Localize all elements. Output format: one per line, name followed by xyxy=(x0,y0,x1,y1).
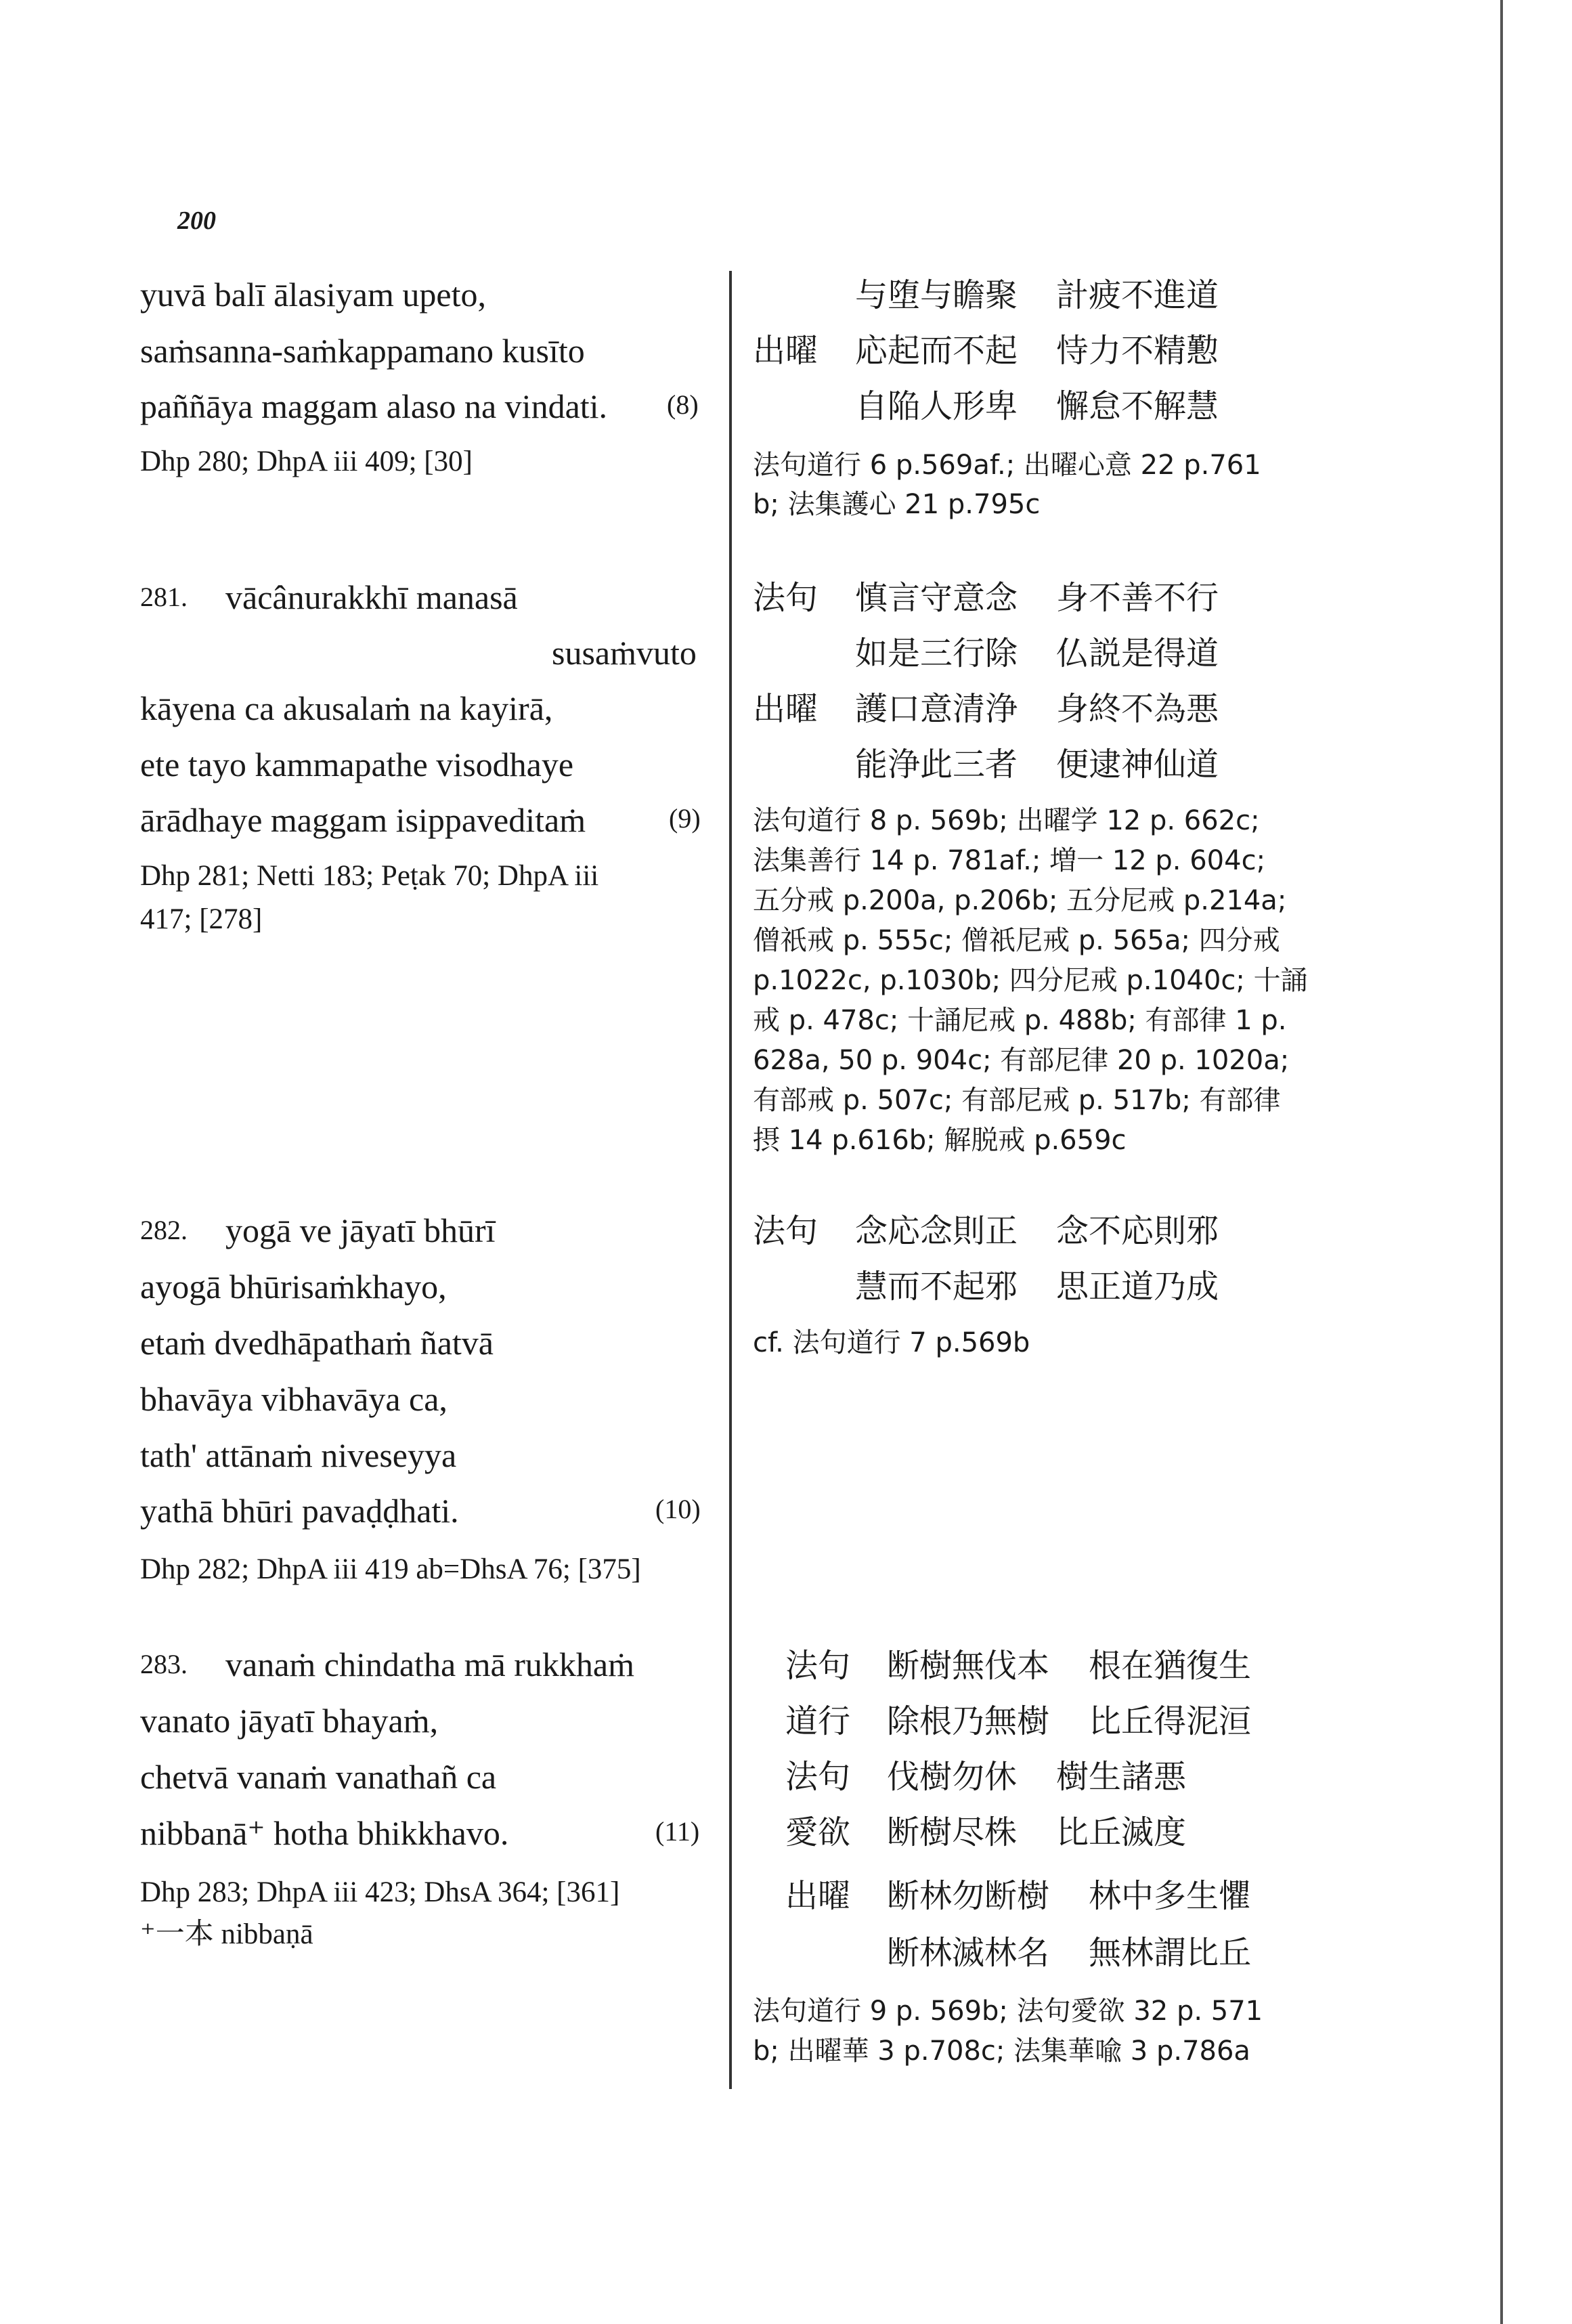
verse-283-line-1: vanaṁ chindatha mā rukkhaṁ xyxy=(225,1645,634,1683)
verse-281-number: 281. xyxy=(140,582,188,612)
verse-280-line-2: saṁsanna-saṁkappamano kusīto xyxy=(140,332,585,370)
b4-row5-a: 断林勿断樹 xyxy=(887,1877,1050,1915)
b4-row2-b: 比丘得泥洹 xyxy=(1089,1702,1252,1740)
verse-282-line-4: bhavāya vibhavāya ca, xyxy=(140,1380,447,1418)
b2-row3-a: 護口意清浄 xyxy=(855,690,1018,728)
b1-ref-1: 法句道行 6 p.569af.; 出曜心意 22 p.761 xyxy=(753,450,1261,481)
verse-281-line-4: ete tayo kammapathe visodhaye xyxy=(140,746,574,783)
b1-row3-b: 懈怠不解慧 xyxy=(1056,387,1219,425)
b2-row1-b: 身不善不行 xyxy=(1056,579,1219,617)
verse-283-line-4: nibbanā⁺ hotha bhikkhavo. xyxy=(140,1814,509,1852)
verse-282-line-2: ayogā bhūrisaṁkhayo, xyxy=(140,1268,447,1306)
verse-281-ref-2: 417; [278] xyxy=(140,903,263,935)
b4-row5-label: 出曜 xyxy=(785,1877,851,1915)
b2-row3-b: 身終不為悪 xyxy=(1056,690,1219,728)
page-edge-rule xyxy=(1500,0,1503,2324)
verse-282-ref: Dhp 282; DhpA iii 419 ab=DhsA 76; [375] xyxy=(140,1553,641,1585)
b4-row4-label: 愛欲 xyxy=(785,1813,851,1851)
b1-row2-a: 応起而不起 xyxy=(855,332,1018,370)
b3-row1-label: 法句 xyxy=(753,1212,818,1250)
verse-282-line-6: yathā bhūri pavaḍḍhati. xyxy=(140,1492,459,1530)
b3-row1-b: 念不応則邪 xyxy=(1056,1212,1219,1250)
verse-280-line-1: yuvā balī ālasiyam upeto, xyxy=(140,276,486,314)
verse-281-line-5: ārādhaye maggam isippaveditaṁ xyxy=(140,801,586,839)
verse-280-line-3: paññāya maggam alaso na vindati. xyxy=(140,387,608,425)
b2-row3-label: 出曜 xyxy=(753,690,818,728)
b2-ref-1: 法句道行 8 p. 569b; 出曜学 12 p. 662c; xyxy=(753,805,1260,836)
verse-281-line-2: susaṁvuto xyxy=(552,634,697,672)
verse-283-line-3: chetvā vanaṁ vanathañ ca xyxy=(140,1758,497,1796)
b4-ref-2: b; 出曜華 3 p.708c; 法集華喩 3 p.786a xyxy=(753,2036,1250,2067)
b1-row2-b: 恃力不精懃 xyxy=(1056,332,1219,370)
b1-ref-2: b; 法集護心 21 p.795c xyxy=(753,489,1041,520)
verse-280-ref: Dhp 280; DhpA iii 409; [30] xyxy=(140,446,473,477)
b3-row2-b: 思正道乃成 xyxy=(1056,1268,1219,1306)
verse-281-line-3: kāyena ca akusalaṁ na kayirā, xyxy=(140,689,553,727)
b2-ref-8: 有部戒 p. 507c; 有部尼戒 p. 517b; 有部律 xyxy=(753,1085,1281,1116)
b1-row1-a: 与堕与瞻聚 xyxy=(855,276,1018,314)
b2-ref-9: 摂 14 p.616b; 解脱戒 p.659c xyxy=(753,1125,1127,1156)
verse-283-ref-1: Dhp 283; DhpA iii 423; DhsA 364; [361] xyxy=(140,1876,620,1908)
b4-row1-a: 断樹無伐本 xyxy=(887,1647,1050,1685)
b1-row1-b: 計疲不進道 xyxy=(1056,276,1219,314)
b2-row2-a: 如是三行除 xyxy=(855,634,1018,672)
b4-row2-a: 除根乃無樹 xyxy=(887,1702,1050,1740)
b2-row4-a: 能浄此三者 xyxy=(855,746,1018,783)
verse-281-marker: (9) xyxy=(669,803,701,834)
b2-ref-5: p.1022c, p.1030b; 四分尼戒 p.1040c; 十誦 xyxy=(753,965,1308,996)
b4-row1-b: 根在猶復生 xyxy=(1089,1647,1252,1685)
b4-row3-b: 樹生諸悪 xyxy=(1056,1758,1187,1796)
verse-282-line-1: yogā ve jāyatī bhūrī xyxy=(225,1211,496,1249)
verse-280-marker: (8) xyxy=(667,389,699,420)
b2-row4-b: 便逮神仙道 xyxy=(1056,746,1219,783)
b3-ref-1: cf. 法句道行 7 p.569b xyxy=(753,1327,1030,1358)
b2-ref-7: 628a, 50 p. 904c; 有部尼律 20 p. 1020a; xyxy=(753,1045,1290,1076)
verse-283-marker: (11) xyxy=(655,1816,700,1847)
b4-row4-b: 比丘滅度 xyxy=(1056,1813,1187,1851)
b2-ref-3: 五分戒 p.200a, p.206b; 五分尼戒 p.214a; xyxy=(753,885,1287,916)
b4-ref-1: 法句道行 9 p. 569b; 法句愛欲 32 p. 571 xyxy=(753,1996,1263,2027)
b2-ref-2: 法集善行 14 p. 781af.; 増一 12 p. 604c; xyxy=(753,845,1266,876)
b4-row1-label: 法句 xyxy=(785,1647,851,1685)
b4-row3-a: 伐樹勿休 xyxy=(887,1758,1018,1796)
b4-row5-b: 林中多生懼 xyxy=(1089,1877,1252,1915)
verse-281-ref-1: Dhp 281; Netti 183; Peṭak 70; DhpA iii xyxy=(140,860,599,892)
b2-row1-label: 法句 xyxy=(753,579,818,617)
b2-row1-a: 慎言守意念 xyxy=(855,579,1018,617)
page-number: 200 xyxy=(177,207,216,235)
verse-283-ref-2: ⁺一本 nibbaṇā xyxy=(140,1918,313,1950)
b2-ref-4: 僧祇戒 p. 555c; 僧祇尼戒 p. 565a; 四分戒 xyxy=(753,925,1280,956)
verse-282-line-5: tath' attānaṁ niveseyya xyxy=(140,1436,457,1474)
b1-row3-a: 自陥人形卑 xyxy=(855,387,1018,425)
b2-row2-b: 仏説是得道 xyxy=(1056,634,1219,672)
b4-row6-a: 断林滅林名 xyxy=(887,1934,1050,1972)
verse-282-number: 282. xyxy=(140,1215,188,1245)
b2-ref-6: 戒 p. 478c; 十誦尼戒 p. 488b; 有部律 1 p. xyxy=(753,1005,1287,1036)
verse-283-line-2: vanato jāyatī bhayaṁ, xyxy=(140,1702,439,1740)
b3-row2-a: 慧而不起邪 xyxy=(855,1268,1018,1306)
b4-row4-a: 断樹尽株 xyxy=(887,1813,1018,1851)
b4-row3-label: 法句 xyxy=(785,1758,851,1796)
verse-282-line-3: etaṁ dvedhāpathaṁ ñatvā xyxy=(140,1324,494,1362)
b1-row2-label: 出曜 xyxy=(753,332,818,370)
b4-row2-label: 道行 xyxy=(785,1702,851,1740)
verse-283-number: 283. xyxy=(140,1649,188,1679)
verse-282-marker: (10) xyxy=(655,1494,701,1524)
b3-row1-a: 念応念則正 xyxy=(855,1212,1018,1250)
b4-row6-b: 無林謂比丘 xyxy=(1089,1934,1252,1972)
verse-281-line-1: vācânurakkhī manasā xyxy=(225,578,518,616)
column-divider xyxy=(729,271,732,2089)
